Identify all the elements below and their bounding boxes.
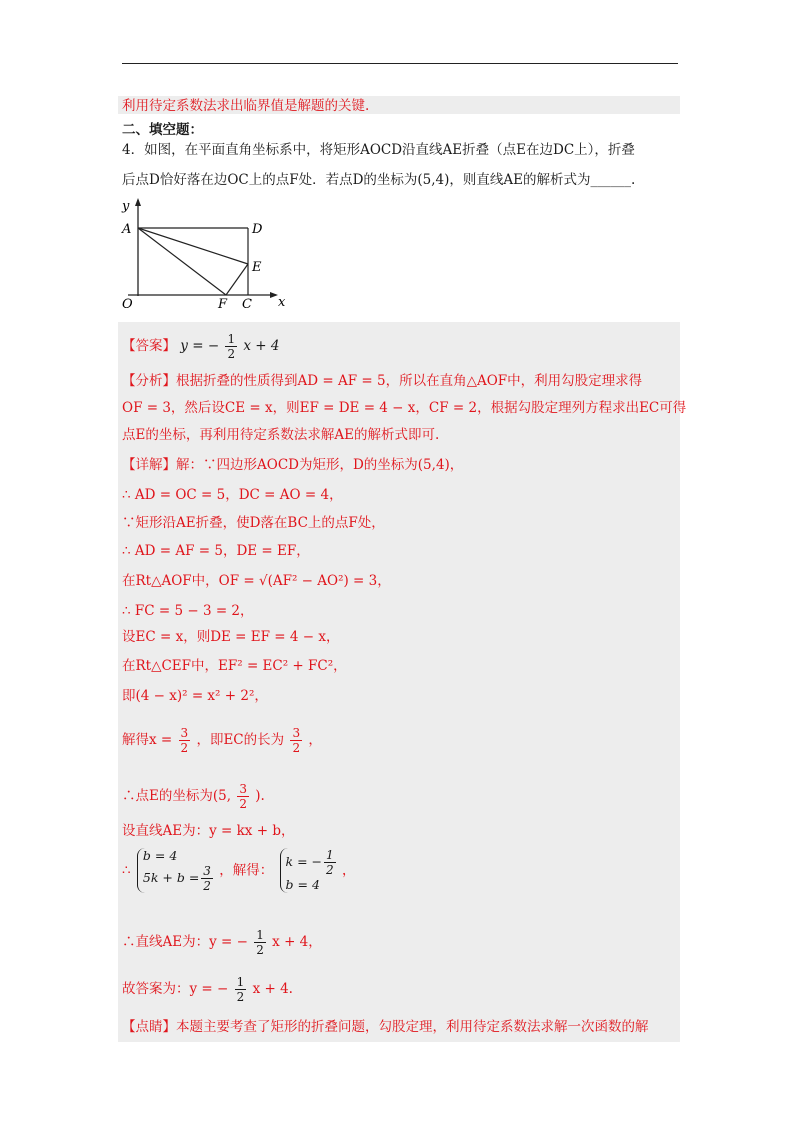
detail-line-13 <box>122 848 355 893</box>
analysis-line-2: OF = 3，然后设CE = x，则EF = DE = 4 − x，CF = 2，根据勾股定理列方程求出EC可得 <box>122 400 687 416</box>
detail-line-9: 即(4 − x)² = x² + 2²， <box>122 688 268 704</box>
label-A: A <box>122 222 132 237</box>
label-O: O <box>122 297 133 312</box>
fold-line-AE <box>138 228 248 264</box>
detail-line-4: ∴ AD = AF = 5，DE = EF， <box>122 543 310 559</box>
system-1-row-1: b = 4 <box>142 848 178 863</box>
system-2-row-1: k = − $\frac{1}{2}$ <box>285 848 334 877</box>
frac-final: $\frac{1}{2}$ <box>236 975 245 1004</box>
detail-line-2: ∴ AD = OC = 5，DC = AO = 4， <box>122 487 343 503</box>
label-D: D <box>252 222 263 237</box>
detail-l13-c: ， <box>341 862 356 879</box>
detail-line-7: 设EC = x，则DE = EF = 4 − x， <box>122 629 340 645</box>
detail-l13-b: ，解得： <box>219 862 274 879</box>
problem-line-2: 后点D恰好落在边OC上的点F处．若点D的坐标为(5,4)，则直线AE的解析式为______. <box>122 172 636 188</box>
section-title: 二、填空题： <box>122 122 203 138</box>
detail-line-1 <box>122 456 463 474</box>
frac-line: $\frac{1}{2}$ <box>256 928 264 957</box>
comment-text: 本题主要考查了矩形的折叠问题，勾股定理，利用待定系数法求解一次函数的解 <box>176 1019 649 1035</box>
detail-l15-a: 故答案为：y = − <box>122 981 229 997</box>
prev-tail-text: 利用待定系数法求出临界值是解题的关键. <box>122 98 370 114</box>
system-1 <box>137 848 215 893</box>
y-axis-arrow <box>135 198 141 206</box>
detail-l15-b: x + 4. <box>252 981 293 997</box>
frac-e-coord: $\frac{3}{2}$ <box>239 782 247 811</box>
fold-figure <box>118 196 298 312</box>
segment-AF <box>138 228 226 295</box>
system-2 <box>280 848 338 893</box>
detail-line-3: ∵矩形沿AE折叠，使D落在BC上的点F处， <box>122 515 385 531</box>
answer-frac: $\frac{1}{2}$ <box>227 332 236 361</box>
detail-tag: 【详解】 <box>122 457 176 473</box>
detail-l14-b: x + 4， <box>272 934 322 950</box>
detail-l10-c: ， <box>308 732 322 748</box>
detail-line-5: 在Rt△AOF中，OF = √(AF² − AO²) = 3， <box>122 573 391 589</box>
answer-post: x + 4 <box>243 338 280 354</box>
label-y: y <box>122 199 130 214</box>
header-rule <box>122 63 678 64</box>
detail-line-14 <box>122 928 322 957</box>
detail-line-6: ∴ FC = 5 − 3 = 2， <box>122 603 254 619</box>
label-C: C <box>242 297 252 312</box>
answer-line <box>122 332 279 361</box>
comment-tag: 【点睛】 <box>122 1019 176 1035</box>
detail-l10-b: ，即EC的长为 <box>196 732 285 748</box>
comment-line <box>122 1018 649 1036</box>
frac-x: $\frac{3}{2}$ <box>180 726 189 755</box>
system-2-row-2: b = 4 <box>285 877 320 892</box>
answer-pre: y = − <box>180 338 220 354</box>
analysis-line-1 <box>122 372 642 390</box>
problem-line-1: 4．如图，在平面直角坐标系中，将矩形AOCD沿直线AE折叠（点E在边DC上），折叠 <box>122 142 635 158</box>
answer-tag: 【答案】 <box>122 338 176 354</box>
detail-line-11 <box>122 782 265 811</box>
segment-FE <box>226 264 248 295</box>
detail-line-15 <box>122 975 293 1004</box>
label-F: F <box>218 297 228 312</box>
detail-line-10 <box>122 726 322 755</box>
detail-line-8: 在Rt△CEF中，EF² = EC² + FC²， <box>122 658 347 674</box>
label-x: x <box>278 295 286 310</box>
analysis-line-3: 点E的坐标，再利用待定系数法求解AE的解析式即可. <box>122 427 440 443</box>
detail-l11-a: ∴点E的坐标为(5, <box>122 788 232 804</box>
system-1-row-2: 5k + b = $\frac{3}{2}$ <box>142 864 211 893</box>
detail-l10-a: 解得x = <box>122 732 173 748</box>
analysis-text-1: 根据折叠的性质得到AD = AF = 5，所以在直角△AOF中，利用勾股定理求得 <box>176 373 643 389</box>
x-axis-arrow <box>270 292 278 298</box>
detail-l14-a: ∴直线AE为：y = − <box>122 934 248 950</box>
detail-line-12: 设直线AE为：y = kx + b， <box>122 823 295 839</box>
label-E: E <box>252 260 262 275</box>
detail-l11-b: ). <box>255 788 265 804</box>
detail-text-1: 解：∵四边形AOCD为矩形，D的坐标为(5,4)， <box>176 457 464 473</box>
detail-l13-a: ∴ <box>122 862 131 879</box>
analysis-tag: 【分析】 <box>122 373 176 389</box>
frac-ec: $\frac{3}{2}$ <box>292 726 301 755</box>
